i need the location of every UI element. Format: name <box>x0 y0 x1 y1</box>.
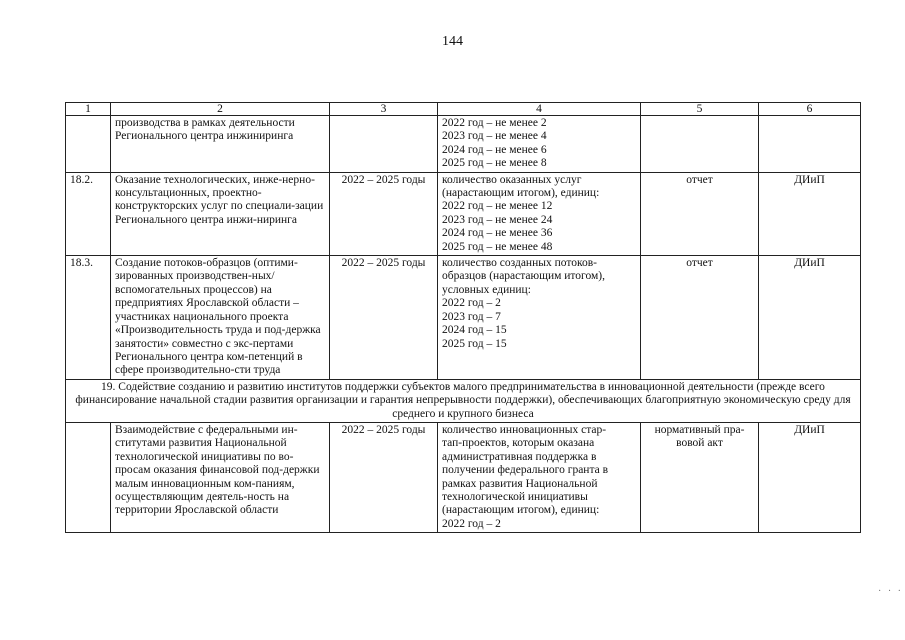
activity-text: Создание потоков-образцов (оптими-зированных производствен-ных/вспомогательных процессов) на предприятиях Ярославской области – участниках национального проекта «Производительность труда и под-держка занятости» совместно с экс-пертами Регионального центра ком-петенций в сфере производительно-сти труда <box>115 257 321 377</box>
measures-table <box>65 102 861 533</box>
indicator-line: получении федерального гранта в <box>442 464 609 477</box>
indicator-line: образцов (нарастающим итогом), <box>442 270 605 283</box>
document-type-cell <box>641 116 759 173</box>
period-cell: 2022 – 2025 годы <box>330 172 438 255</box>
indicator-line: 2025 год – не менее 48 <box>442 240 553 253</box>
indicator-line: технологической инициативы <box>442 490 588 503</box>
indicator-line: тап-проектов, которым оказана <box>442 437 595 450</box>
indicator-line: (нарастающим итогом), единиц: <box>442 187 600 200</box>
section-heading-row <box>66 379 861 422</box>
executor-cell <box>759 116 861 173</box>
scan-mark: · · · <box>878 586 903 597</box>
indicator-line: (нарастающим итогом), единиц: <box>442 504 600 517</box>
indicator-line: 2023 год – 7 <box>442 310 501 323</box>
indicator-line: административная поддержка в <box>442 450 597 463</box>
period-cell <box>330 116 438 173</box>
indicator-line: 2022 год – не менее 2 <box>442 117 547 129</box>
activity-cell <box>111 116 330 173</box>
activity-cell <box>111 172 330 255</box>
item-number: 18.2. <box>66 172 111 255</box>
indicator-line: 2022 год – 2 <box>442 297 501 310</box>
indicator-line: 2023 год – не менее 24 <box>442 213 553 226</box>
column-header-2: 2 <box>111 103 330 116</box>
document-type-cell: отчет <box>641 256 759 380</box>
activity-text: производства в рамках деятельности Регионального центра инжиниринга <box>115 117 295 143</box>
page-number: 144 <box>442 34 463 49</box>
activity-cell <box>111 256 330 380</box>
indicator-cell <box>438 172 641 255</box>
table-row <box>66 172 861 255</box>
executor-cell: ДИиП <box>759 256 861 380</box>
activity-text: Оказание технологических, инже-нерно-консультационных, проектно-конструкторских услуг по специали-зации Регионального центра инжи-ниринга <box>115 173 324 226</box>
item-number <box>66 422 111 532</box>
table-row <box>66 116 861 173</box>
indicator-line: количество инновационных стар- <box>442 423 607 436</box>
indicator-cell <box>438 256 641 380</box>
column-header-4: 4 <box>438 103 641 116</box>
period-cell: 2022 – 2025 годы <box>330 256 438 380</box>
column-header-6: 6 <box>759 103 861 116</box>
column-header-3: 3 <box>330 103 438 116</box>
table-row <box>66 422 861 532</box>
activity-cell <box>111 422 330 532</box>
indicator-line: 2025 год – не менее 8 <box>442 157 547 170</box>
item-number: 18.3. <box>66 256 111 380</box>
table-row <box>66 256 861 380</box>
indicator-cell <box>438 116 641 173</box>
indicator-line: 2022 год – 2 <box>442 517 501 530</box>
document-type-cell: отчет <box>641 172 759 255</box>
indicator-line: 2024 год – не менее 36 <box>442 227 553 240</box>
indicator-line: 2022 год – не менее 12 <box>442 200 553 213</box>
indicator-cell <box>438 422 641 532</box>
executor-cell: ДИиП <box>759 172 861 255</box>
document-type-cell: нормативный пра-вовой акт <box>641 422 759 532</box>
column-number-row <box>66 103 861 116</box>
executor-cell: ДИиП <box>759 422 861 532</box>
indicator-line: рамках развития Национальной <box>442 477 598 490</box>
indicator-line: количество созданных потоков- <box>442 257 597 270</box>
indicator-line: количество оказанных услуг <box>442 173 582 186</box>
column-header-5: 5 <box>641 103 759 116</box>
activity-text: Взаимодействие с федеральными ин-ститутами развития Национальной технологической инициативы по во-просам оказания финансовой под-держки малым инновационным ком-паниям, осуществляющим деятель-ность на территории Ярославской области <box>115 423 320 517</box>
indicator-line: условных единиц: <box>442 283 531 296</box>
indicator-line: 2024 год – 15 <box>442 324 507 337</box>
section-heading: 19. Содействие созданию и развитию институтов поддержки субъектов малого предпринимательства в инновационной деятельности (прежде всего финансирование начальной стадии развития организации и гарантия непрерывности поддержки), обеспечивающих благоприятную экономическую среду для среднего и крупного бизнеса <box>66 379 861 422</box>
period-cell: 2022 – 2025 годы <box>330 422 438 532</box>
indicator-line: 2023 год – не менее 4 <box>442 130 547 143</box>
indicator-line: 2024 год – не менее 6 <box>442 143 547 156</box>
column-header-1: 1 <box>66 103 111 116</box>
item-number <box>66 116 111 173</box>
indicator-line: 2025 год – 15 <box>442 337 507 350</box>
